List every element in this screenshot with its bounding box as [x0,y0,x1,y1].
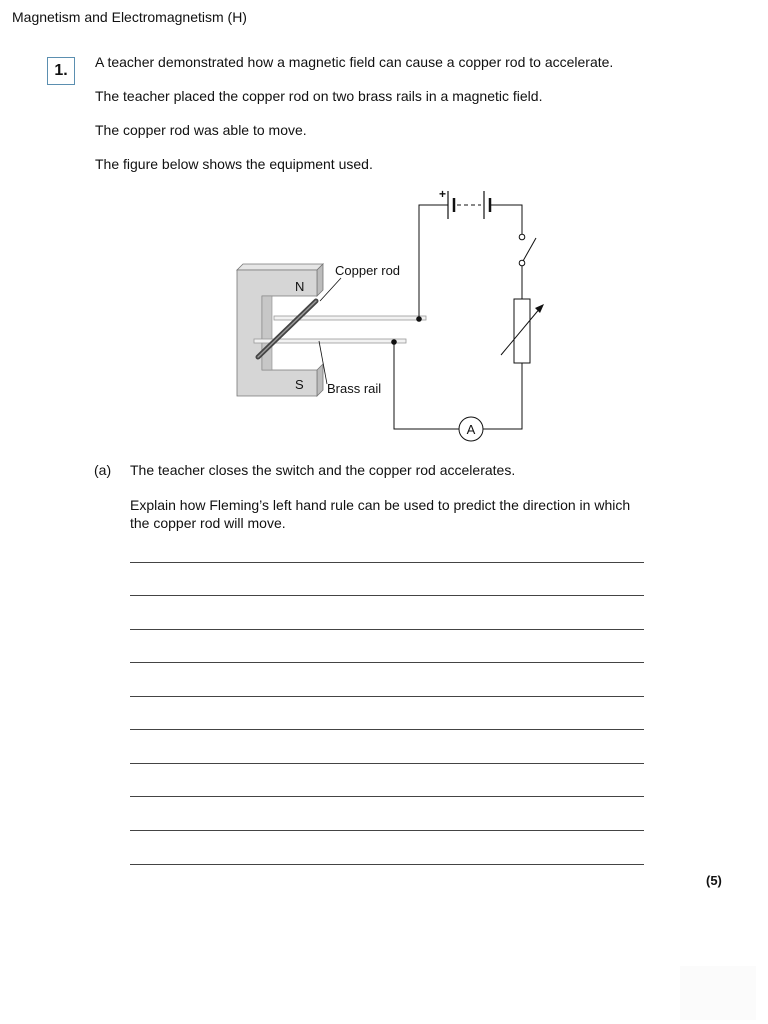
ammeter-label: A [466,422,476,437]
north-pole-label: N [295,279,305,294]
magnet-side-face-lower [317,364,323,396]
magnet-inner-face [262,296,272,370]
answer-line-6[interactable] [130,729,644,730]
intro-line-4: The figure below shows the equipment used. [95,156,373,172]
brass-rail-label: Brass rail [327,381,382,396]
answer-line-2[interactable] [130,595,644,596]
answer-line-9[interactable] [130,830,644,831]
answer-line-4[interactable] [130,662,644,663]
part-a-question: Explain how Fleming’s left hand rule can be used to predict the direction in which the copper rod will move. [130,497,631,531]
battery-positive-label: + [439,187,447,201]
junction-upper [416,316,422,322]
equipment-figure [228,183,558,443]
battery-symbol [440,191,490,219]
magnet-top-face [237,264,323,270]
copper-rod-label: Copper rod [335,263,401,278]
answer-line-1[interactable] [130,562,644,563]
page-header: Magnetism and Electromagnetism (H) [12,9,247,25]
junction-lower [391,339,397,345]
wire-upper-left [419,205,440,319]
marks-label: (5) [706,873,722,888]
page-corner-shade [680,966,756,1020]
intro-line-2: The teacher placed the copper rod on two brass rails in a magnetic field. [95,88,543,104]
wire-bottom-right [483,363,522,429]
part-a-statement: The teacher closes the switch and the copper rod accelerates. [130,462,516,478]
switch-symbol [519,234,536,266]
magnet-body [237,270,317,396]
part-a-label: (a) [94,462,112,478]
south-pole-label: S [295,377,304,392]
wire-bottom-left [394,342,459,429]
magnet-side-face-upper [317,264,323,296]
answer-line-3[interactable] [130,629,644,630]
answer-line-10[interactable] [130,864,644,865]
answer-line-5[interactable] [130,696,644,697]
intro-line-1: A teacher demonstrated how a magnetic field can cause a copper rod to accelerate. [95,54,614,70]
answer-line-7[interactable] [130,763,644,764]
variable-resistor-symbol [501,299,544,363]
answer-line-8[interactable] [130,796,644,797]
question-number: 1. [47,57,75,85]
intro-line-3: The copper rod was able to move. [95,122,307,138]
wire-top-right [491,205,522,234]
